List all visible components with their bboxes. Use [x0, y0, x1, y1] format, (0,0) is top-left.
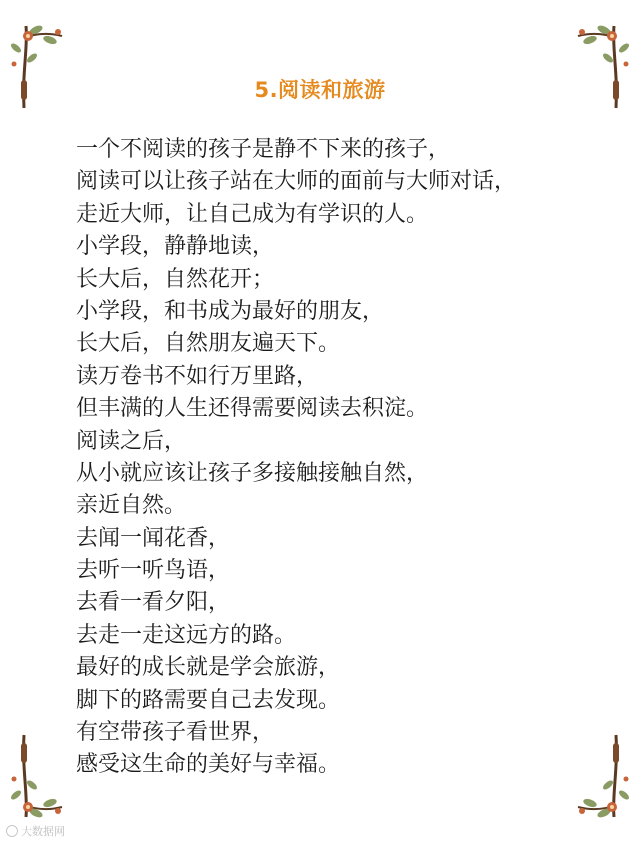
text-line: 有空带孩子看世界， [76, 720, 275, 746]
text-line: 从小就应该让孩子多接触接触自然， [76, 460, 429, 486]
text-line: 长大后，自然朋友遍天下。 [76, 331, 341, 357]
text-line: 但丰满的人生还得需要阅读去积淀。 [76, 396, 429, 422]
text-line: 长大后，自然花开； [76, 266, 275, 292]
text-line: 一个不阅读的孩子是静不下来的孩子， [76, 137, 451, 162]
text-line: 亲近自然。 [76, 493, 187, 519]
floral-branch-icon [6, 730, 66, 825]
text-line: 去走一走这远方的路。 [76, 622, 297, 648]
text-line: 阅读可以让孩子站在大师的面前与大师对话， [76, 169, 517, 195]
text-line: 感受这生命的美好与幸福。 [76, 752, 341, 778]
text-line: 走近大师，让自己成为有学识的人。 [76, 201, 429, 227]
text-line: 去听一听鸟语， [76, 558, 231, 584]
text-line: 阅读之后， [76, 428, 187, 454]
article-body [76, 134, 596, 782]
watermark [6, 823, 65, 839]
text-line: 小学段，和书成为最好的朋友， [76, 298, 385, 324]
text-line: 去看一看夕阳， [76, 590, 231, 616]
watermark-text: 大数据网 [21, 825, 65, 838]
text-line: 小学段，静静地读， [76, 234, 275, 260]
weibo-icon [6, 825, 18, 837]
text-line: 脚下的路需要自己去发现。 [76, 687, 341, 713]
text-line: 读万卷书不如行万里路， [76, 363, 319, 389]
article-title: 5.阅读和旅游 [254, 78, 386, 102]
text-line: 最好的成长就是学会旅游， [76, 655, 341, 681]
text-line: 去闻一闻花香， [76, 525, 231, 551]
